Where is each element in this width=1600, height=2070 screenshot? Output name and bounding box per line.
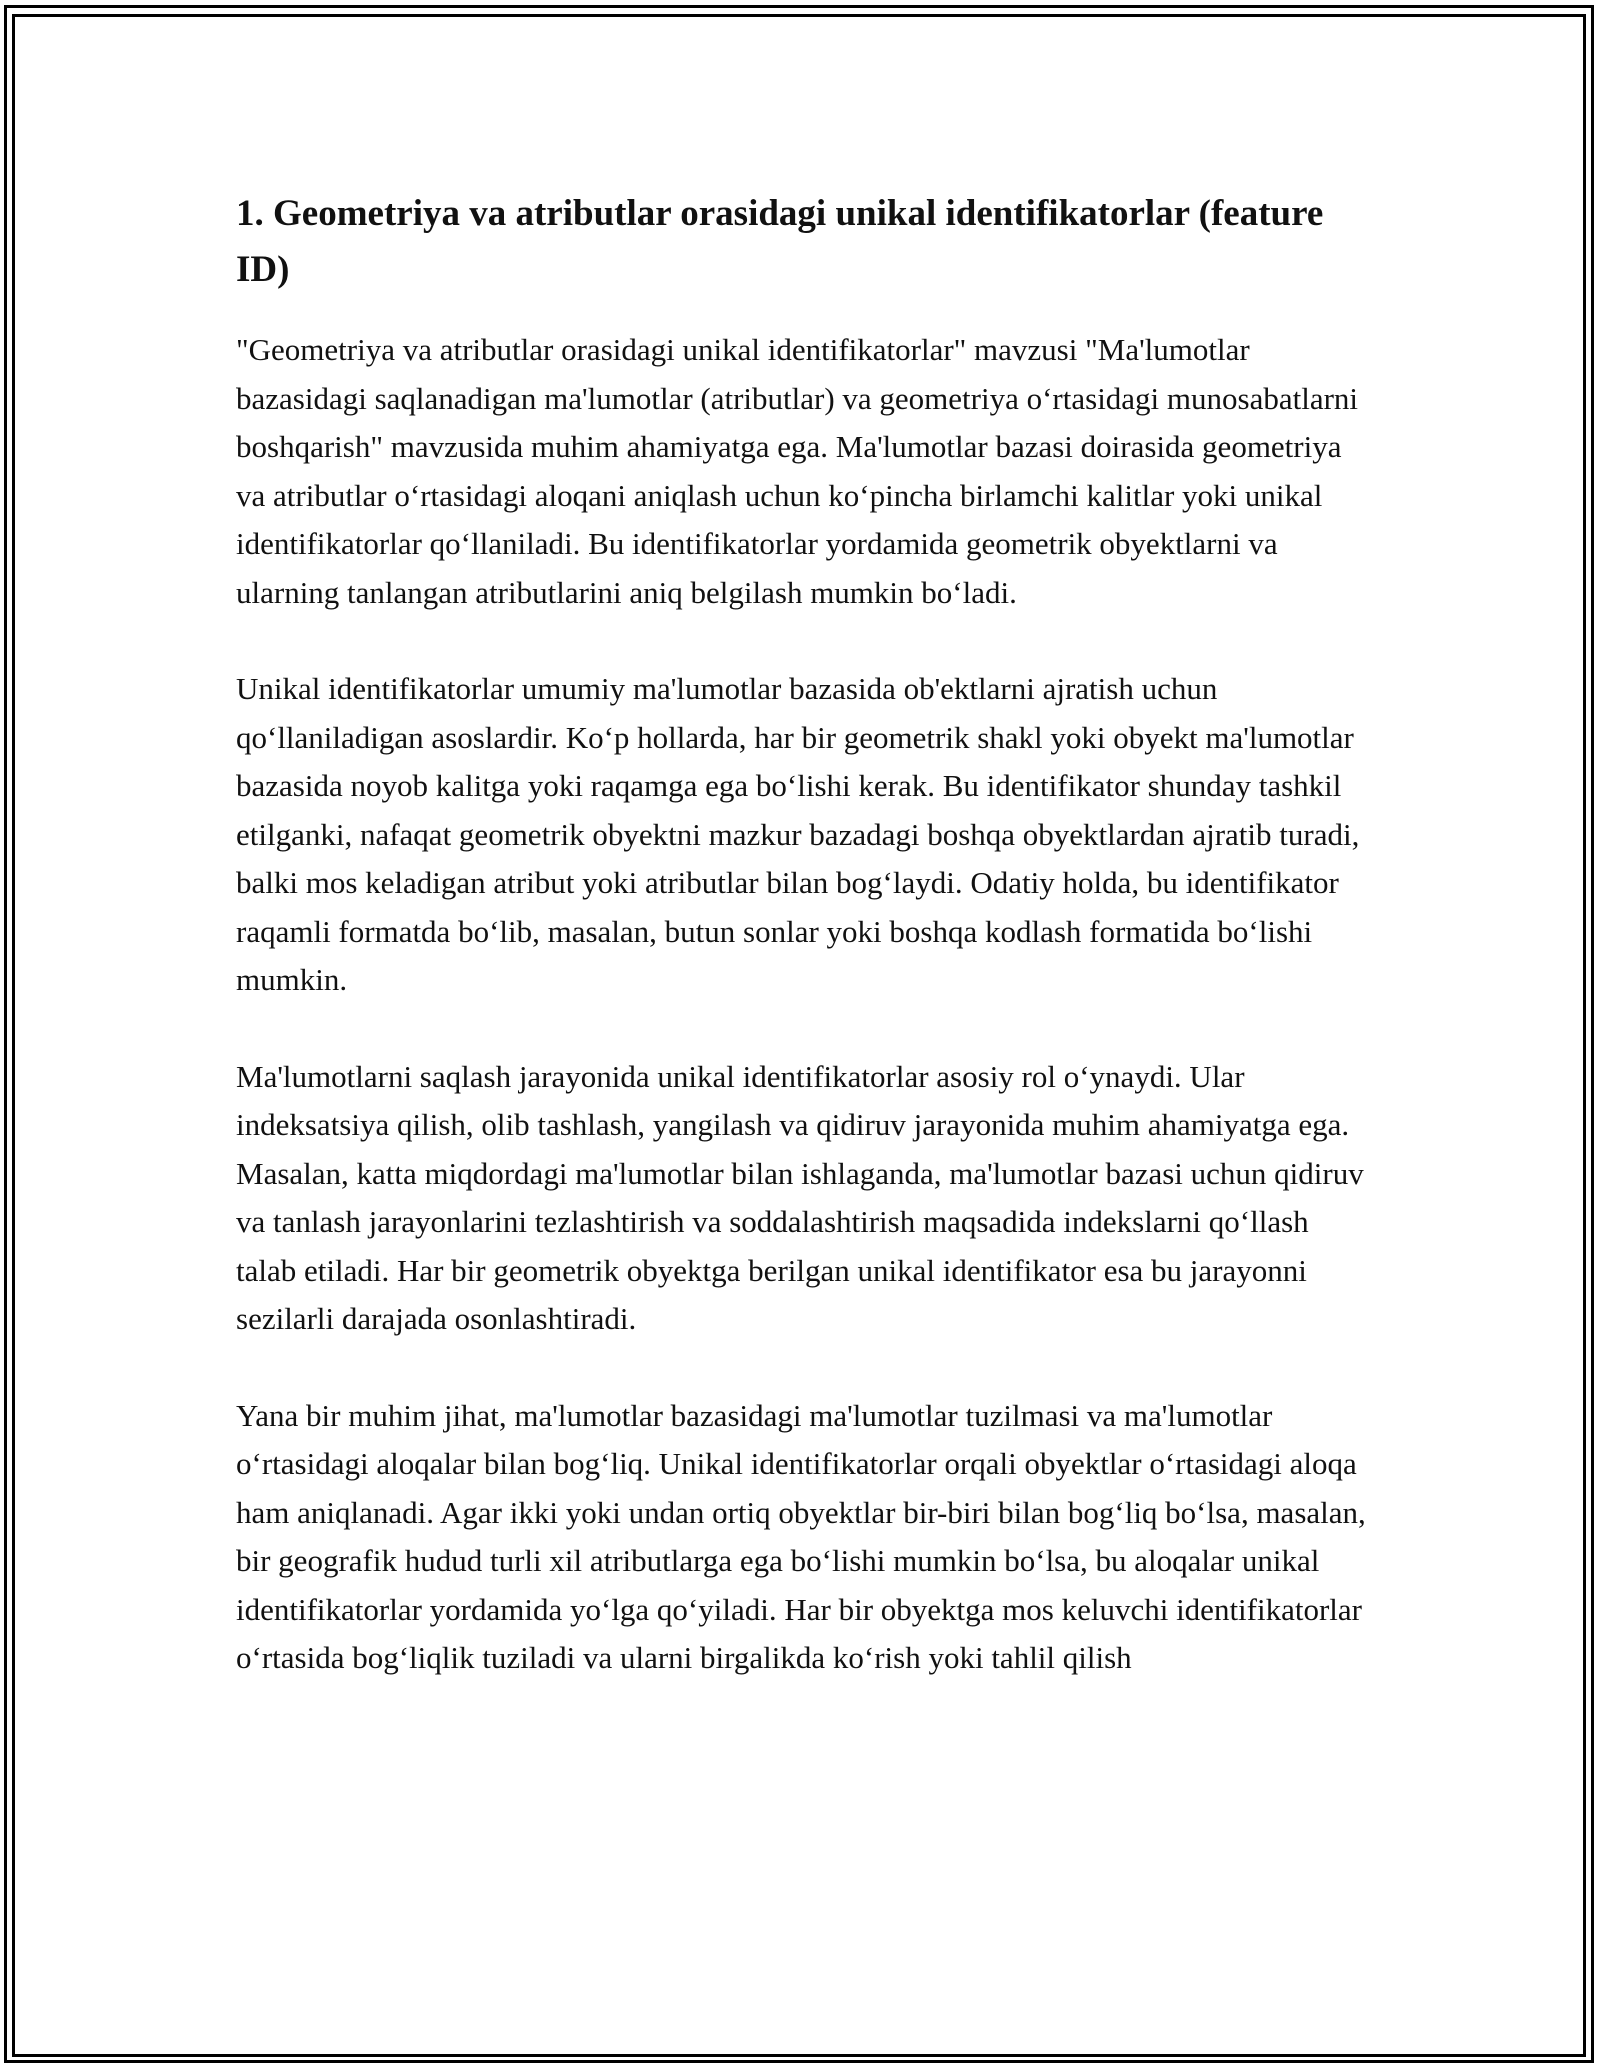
document-body [236,186,1376,1731]
paragraph: Ma'lumotlarni saqlash jarayonida unikal identifikatorlar asosiy rol o‘ynaydi. Ular indeksatsiya qilish, olib tashlash, yangilash va qidiruv jarayonida muhim ahamiyatga ega. Masalan, katta miqdordagi ma'lumotlar bilan ishlaganda, ma'lumotlar bazasi uchun qidiruv va tanlash jarayonlarini tezlashtirish va soddalashtirish maqsadida indekslarni qo‘llash talab etiladi. Har bir geometrik obyektga berilgan unikal identifikator esa bu jarayonni sezilarli darajada osonlashtiradi. [236,1058,1364,1336]
section-heading: 1. Geometriya va atributlar orasidagi unikal identifikatorlar (feature ID) [236,193,1324,290]
paragraph: Unikal identifikatorlar umumiy ma'lumotlar bazasida ob'ektlarni ajratish uchun qo‘llaniladigan asoslardir. Ko‘p hollarda, har bir geometrik shakl yoki obyekt ma'lumotlar bazasida noyob kalitga yoki raqamga ega bo‘lishi kerak. Bu identifikator shunday tashkil etilganki, nafaqat geometrik obyektni mazkur bazadagi boshqa obyektlardan ajratib turadi, balki mos keladigan atribut yoki atributlar bilan bog‘laydi. Odatiy holda, bu identifikator raqamli formatda bo‘lib, masalan, butun sonlar yoki boshqa kodlash formatida bo‘lishi mumkin. [236,671,1360,997]
paragraph: Yana bir muhim jihat, ma'lumotlar bazasidagi ma'lumotlar tuzilmasi va ma'lumotlar o‘rtasidagi aloqalar bilan bog‘liq. Unikal identifikatorlar orqali obyektlar o‘rtasidagi aloqa ham aniqlanadi. Agar ikki yoki undan ortiq obyektlar bir-biri bilan bog‘liq bo‘lsa, masalan, bir geografik hudud turli xil atributlarga ega bo‘lishi mumkin bo‘lsa, bu aloqalar unikal identifikatorlar yordamida yo‘lga qo‘yiladi. Har bir obyektga mos keluvchi identifikatorlar o‘rtasida bog‘liqlik tuziladi va ularni birgalikda ko‘rish yoki tahlil qilish [236,1397,1366,1675]
paragraph: "Geometriya va atributlar orasidagi unikal identifikatorlar" mavzusi "Ma'lumotlar bazasidagi saqlanadigan ma'lumotlar (atributlar) va geometriya o‘rtasidagi munosabatlarni boshqarish" mavzusida muhim ahamiyatga ega. Ma'lumotlar bazasi doirasida geometriya va atributlar o‘rtasidagi aloqani aniqlash uchun ko‘pincha birlamchi kalitlar yoki unikal identifikatorlar qo‘llaniladi. Bu identifikatorlar yordamida geometrik obyektlarni va ularning tanlangan atributlarini aniq belgilash mumkin bo‘ladi. [236,332,1359,610]
